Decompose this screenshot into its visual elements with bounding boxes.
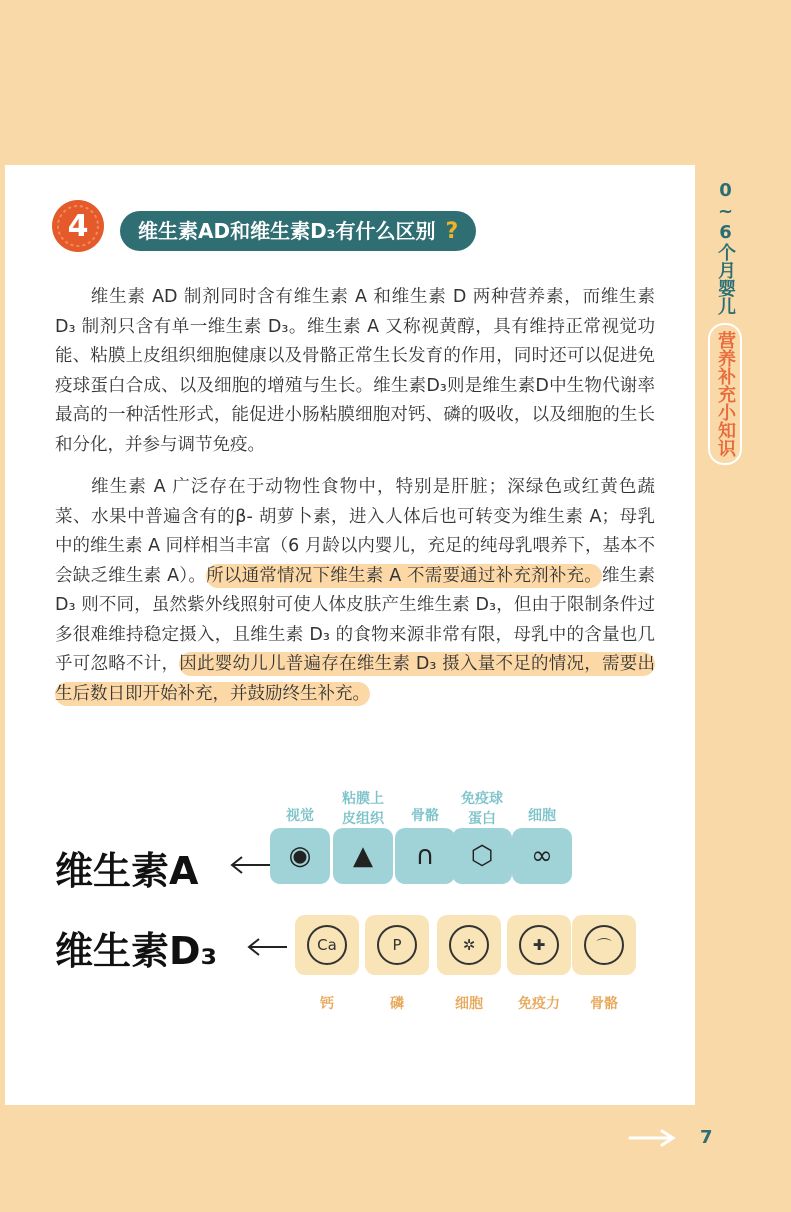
sidebar-topic: 营养补充小知识 [708, 323, 742, 465]
joint-bone-glyph: ⌒ [584, 925, 624, 965]
paragraph-2-text-b: 维生素 D₃ 则不同，虽然紫外线照射可使人体皮肤产生维生素 D₃，但由于限制条件过多很难维持稳定摄入，且维生素 D₃ 的食物来源非常有限，母乳中的含量也几乎可忽略不计， [55, 565, 655, 674]
svg-text:4: 4 [67, 209, 89, 244]
bone-icon [395, 828, 455, 884]
paragraph-1-text: 维生素 AD 制剂同时含有维生素 A 和维生素 D 两种营养素，而维生素 D₃ 制剂只含有单一维生素 D₃。维生素 A 又称视黄醇，具有维持正常视觉功能、粘膜上皮组织细胞健康以及骨骼正常生长发育的作用，同时还可以促进免疫球蛋白合成、以及细胞的增殖与生长。维生素D₃则是维生素D中生物代谢率最高的一种活性形式，能促进小肠粘膜细胞对钙、磷的吸收，以及细胞的生长和分化，并参与调节免疫。 [55, 287, 655, 455]
cell-division-glyph: ✲ [449, 925, 489, 965]
joint-bone-icon [572, 915, 636, 975]
immunity-shield-glyph: ✚ [519, 925, 559, 965]
section-title [120, 211, 476, 251]
calcium-glyph: Ca [307, 925, 347, 965]
paragraph-1 [55, 283, 655, 460]
vitamin-d-item-label: 钙 [320, 996, 334, 1012]
chapter-sidebar [700, 170, 750, 465]
highlight-1: 所以通常情况下维生素 A 不需要通过补充剂补充。 [206, 565, 603, 586]
arrow-d-icon [245, 932, 290, 962]
immune-shield-glyph: ⬡ [470, 841, 494, 871]
eye-glyph: ◉ [288, 841, 312, 871]
highlight-2: 因此婴幼儿儿普遍存在维生素 D₃ 摄入量不足的情况，需要出生后数日即开始补充，并鼓励终生补充。 [55, 654, 655, 704]
skin-tissue-icon [333, 828, 393, 884]
cell-division-icon [437, 915, 501, 975]
sidebar-age: 0~6个月婴儿 [715, 180, 736, 315]
vitamin-a-item-label: 粘膜上 皮组织 [342, 791, 384, 827]
cell-icon [512, 828, 572, 884]
question-icon: ? [445, 219, 459, 244]
vitamin-d-item-label: 免疫力 [518, 996, 560, 1012]
phosphorus-icon [365, 915, 429, 975]
vitamin-d-item-label: 磷 [390, 996, 404, 1012]
eye-icon [270, 828, 330, 884]
vitamin-diagram [0, 780, 700, 1030]
vitamin-a-item-label: 骨骼 [411, 808, 439, 824]
phosphorus-glyph: P [377, 925, 417, 965]
arrow-a-icon [228, 850, 273, 880]
vitamin-a-label: 维生素A [55, 849, 199, 893]
skin-tissue-glyph: ▲ [353, 841, 373, 871]
calcium-icon [295, 915, 359, 975]
cell-glyph: ∞ [531, 841, 553, 871]
immune-shield-icon [452, 828, 512, 884]
vitamin-a-item-label: 细胞 [528, 808, 556, 824]
vitamin-d-item-label: 骨骼 [590, 996, 618, 1012]
bone-glyph: ∩ [415, 841, 435, 871]
paragraph-2 [55, 473, 655, 709]
vitamin-a-item-label: 视觉 [286, 808, 314, 824]
page-number: 7 [700, 1127, 713, 1148]
next-page-arrow-icon[interactable] [628, 1128, 676, 1148]
section-title-text: 维生素AD和维生素D₃有什么区别 [138, 219, 436, 243]
vitamin-d-item-label: 细胞 [455, 996, 483, 1012]
section-number-badge [50, 198, 106, 254]
vitamin-d3-label: 维生素D₃ [55, 929, 218, 973]
paragraph-2-text-a: 维生素 A 广泛存在于动物性食物中，特别是肝脏；深绿色或红黄色蔬菜、水果中普遍含有的β- 胡萝卜素，进入人体后也可转变为维生素 A；母乳中的维生素 A 同样相当丰富（6 月龄以内婴儿，充足的纯母乳喂养下，基本不会缺乏维生素 A）。 [55, 477, 655, 586]
immunity-shield-icon [507, 915, 571, 975]
vitamin-a-item-label: 免疫球 蛋白 [461, 791, 503, 827]
